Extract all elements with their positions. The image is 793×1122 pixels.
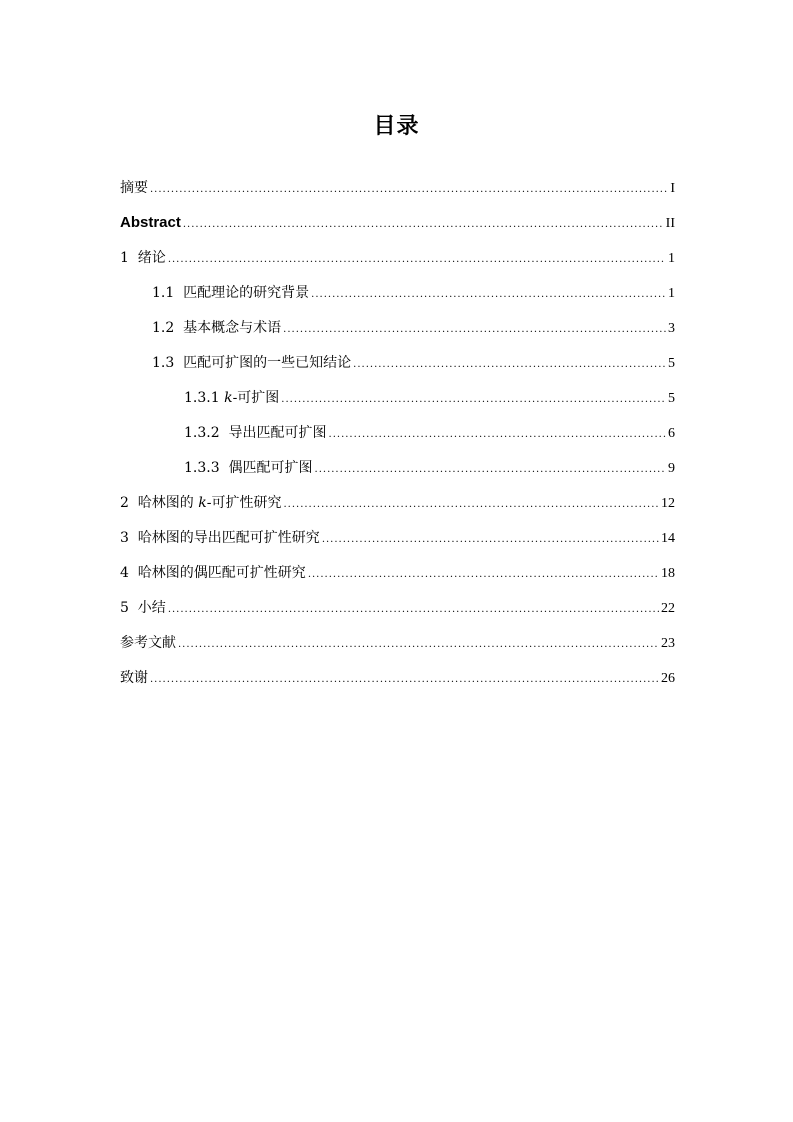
toc-leader-dots — [322, 530, 659, 550]
toc-page-number: 5 — [668, 391, 675, 406]
toc-entry-label-text: 1.2 基本概念与术语 — [152, 320, 282, 336]
toc-leader-dots — [311, 285, 666, 305]
toc-page-number: 14 — [661, 531, 675, 546]
toc-entry-label — [120, 493, 281, 513]
toc-page-number: 23 — [661, 636, 675, 651]
toc-entry-label-text: 1.1 匹配理论的研究背景 — [152, 285, 310, 301]
toc-entry-label — [120, 213, 181, 233]
toc-entry-label-text: 摘要 — [120, 180, 148, 196]
toc-entry-chapter-1[interactable] — [120, 248, 675, 283]
toc-page-number: 5 — [668, 356, 675, 371]
toc-entry-label-text: 致谢 — [120, 670, 148, 686]
toc-leader-dots — [168, 250, 666, 270]
toc-entry-label — [184, 388, 279, 408]
toc-entry-label-text: 5 小结 — [120, 600, 166, 616]
toc-entry-label — [184, 423, 327, 443]
toc-entry-label — [120, 248, 166, 268]
toc-entry-abstract-cn[interactable] — [120, 178, 675, 213]
toc-page-number: 1 — [668, 286, 675, 301]
toc-entry-label-text: 1.3 匹配可扩图的一些已知结论 — [152, 355, 352, 371]
toc-entry-chapter-5[interactable] — [120, 598, 675, 633]
toc-entry-label-text: Abstract — [120, 214, 181, 231]
toc-entry-label — [120, 563, 306, 583]
toc-leader-dots — [150, 670, 659, 690]
toc-page-number: 9 — [668, 461, 675, 476]
toc-page-number: 12 — [661, 496, 675, 511]
toc-leader-dots — [178, 635, 659, 655]
toc-leader-dots — [329, 425, 666, 445]
toc-entry-label-text-suffix: -可扩性研究 — [206, 495, 282, 511]
toc-entry-section-1-2[interactable] — [120, 318, 675, 353]
toc-entry-label-math: k — [224, 390, 233, 406]
toc-entry-label-text: 1.3.3 偶匹配可扩图 — [184, 460, 313, 476]
toc-leader-dots — [315, 460, 666, 480]
toc-entry-abstract-en[interactable] — [120, 213, 675, 248]
toc-entry-section-1-3-1[interactable] — [120, 388, 675, 423]
toc-entry-label-text-suffix: -可扩图 — [232, 390, 280, 406]
toc-page-number: 26 — [661, 671, 675, 686]
toc-entry-label-text: 1.3.1 — [184, 390, 225, 406]
toc-page-number: 18 — [661, 566, 675, 581]
toc-entry-acknowledgements[interactable] — [120, 668, 675, 703]
toc-entry-label-text: 1.3.2 导出匹配可扩图 — [184, 425, 327, 441]
toc-entry-references[interactable] — [120, 633, 675, 668]
toc-entry-label — [120, 633, 176, 653]
toc-entry-label — [120, 178, 148, 198]
toc-entry-chapter-3[interactable] — [120, 528, 675, 563]
toc-page-number: 1 — [668, 251, 675, 266]
toc-entry-label — [120, 668, 148, 688]
table-of-contents — [120, 178, 675, 703]
toc-entry-label — [152, 353, 351, 373]
toc-entry-section-1-3-3[interactable] — [120, 458, 675, 493]
toc-entry-section-1-1[interactable] — [120, 283, 675, 318]
toc-entry-label-math: k — [198, 495, 207, 511]
toc-entry-label — [120, 598, 166, 618]
toc-leader-dots — [150, 180, 668, 200]
toc-leader-dots — [353, 355, 666, 375]
toc-entry-section-1-3[interactable] — [120, 353, 675, 388]
toc-entry-chapter-4[interactable] — [120, 563, 675, 598]
toc-entry-label-text: 参考文献 — [120, 635, 176, 651]
toc-leader-dots — [283, 320, 666, 340]
toc-entry-section-1-3-2[interactable] — [120, 423, 675, 458]
toc-entry-label-text: 3 哈林图的导出匹配可扩性研究 — [120, 530, 320, 546]
toc-leader-dots — [168, 600, 659, 620]
toc-entry-label — [120, 528, 320, 548]
toc-page-number: I — [670, 181, 675, 196]
toc-entry-label — [152, 318, 281, 338]
toc-leader-dots — [308, 565, 659, 585]
toc-entry-label-text: 4 哈林图的偶匹配可扩性研究 — [120, 565, 306, 581]
toc-leader-dots — [183, 215, 664, 235]
toc-title: 目录 — [373, 114, 420, 139]
toc-entry-label-text: 2 哈林图的 — [120, 495, 199, 511]
toc-page-number: 22 — [661, 601, 675, 616]
toc-entry-label-text: 1 绪论 — [120, 250, 166, 266]
toc-leader-dots — [283, 495, 659, 515]
toc-page-number: 6 — [668, 426, 675, 441]
toc-page-number: II — [665, 216, 675, 231]
toc-entry-chapter-2[interactable] — [120, 493, 675, 528]
toc-leader-dots — [281, 390, 666, 410]
toc-entry-label — [184, 458, 313, 478]
toc-page-number: 3 — [668, 321, 675, 336]
toc-entry-label — [152, 283, 309, 303]
